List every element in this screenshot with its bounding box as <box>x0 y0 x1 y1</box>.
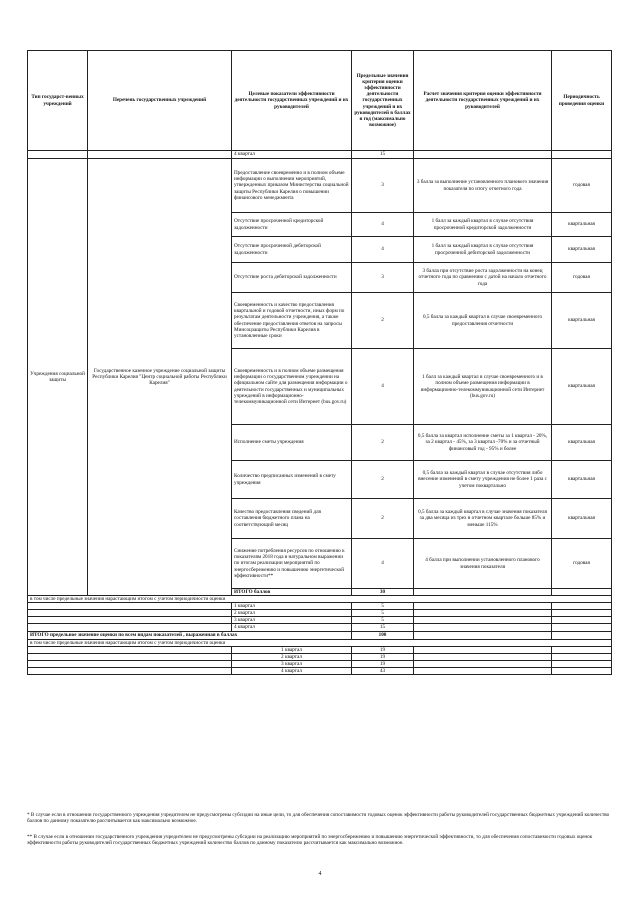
period-cell: квартальная <box>552 461 612 499</box>
period-cell: квартальная <box>552 425 612 461</box>
indicator-cell: Предоставление своевременно и в полном объеме информации о выполнении мероприятий, утвержденных приказом Министерства социальной защиты Республики Карелия о повышении финансового менеджмента <box>232 159 352 213</box>
grand-quarter-row <box>28 653 612 660</box>
period-cell: годовая <box>552 263 612 293</box>
quarter-value: 15 <box>352 624 414 631</box>
quarter-label: 2 квартал <box>232 610 352 617</box>
caption-row <box>28 596 612 603</box>
calculation-cell: 1 балл за каждый квартал в случае отсутствия просроченной дебиторской задолженности <box>414 237 552 263</box>
quarter-label: 4 квартал <box>232 151 352 159</box>
calculation-cell: 3 балла за выполнение установленного планового значения показателя по итогу отчетного года <box>414 159 552 213</box>
quarter-value: 5 <box>352 617 414 624</box>
indicator-cell: Снижение потребления ресурсов по отношению к показателям 2018 года в натуральном выражении по итогам реализации мероприятий по энергосбережению и повышению энергетической эффективности** <box>232 539 352 589</box>
indicator-cell: Отсутствие просроченной дебиторской задолженности <box>232 237 352 263</box>
points-cell: 4 <box>352 237 414 263</box>
calculation-cell: 0,5 балла за каждый квартал в случае своевременного предоставления отчетности <box>414 293 552 349</box>
caption-row <box>28 639 612 646</box>
period-cell: квартальная <box>552 499 612 539</box>
indicator-cell: Отсутствие роста дебиторской задолженности <box>232 263 352 293</box>
indicator-cell: Отсутствие просроченной кредиторской задолженности <box>232 213 352 237</box>
quarter-row <box>28 624 612 631</box>
period-cell: годовая <box>552 159 612 213</box>
header-indicators: Целевые показатели эффективности деятельности государственных учреждений и их руководителей <box>232 51 352 151</box>
points-cell: 4 <box>352 213 414 237</box>
indicator-cell: Качество предоставления сведений для составления бюджетного плана на соответствующий месяц <box>232 499 352 539</box>
points-cell: 4 <box>352 349 414 425</box>
quarter-label: 4 квартал <box>232 624 352 631</box>
header-institutions: Перечень государственных учреждений <box>88 51 232 151</box>
header-period: Периодичность проведения оценки <box>552 51 612 151</box>
grand-total-row <box>28 631 612 639</box>
quarter-value: 5 <box>352 603 414 610</box>
grand-quarter-row <box>28 646 612 653</box>
grand-quarter-label: 4 квартал <box>232 667 352 674</box>
indicator-cell: Своевременность и в полном объеме размещения информации о государственном учреждении на официальном сайте для размещения информации о деятельности государственных и муниципальных учреждений в информационно-телекоммуникационной сети Интернет (bus.gov.ru) <box>232 349 352 425</box>
points-cell: 2 <box>352 425 414 461</box>
points-cell: 2 <box>352 461 414 499</box>
indicator-cell: Исполнение сметы учреждения <box>232 425 352 461</box>
grand-quarter-row <box>28 660 612 667</box>
quarter-row <box>28 617 612 624</box>
calculation-cell: 0,5 балла за каждый квартал в случае значения показателя за два месяца из трех в отчетном квартале больше 85% и меньше 115% <box>414 499 552 539</box>
points-cell: 4 <box>352 539 414 589</box>
table-header-row <box>28 51 612 151</box>
quarter-row <box>28 610 612 617</box>
footnote-subsidies: * В случае если в отношении государственного учреждения учредителем не предусмотрены субсидии на иные цели, то для обеспечения сопоставимости годовых оценок эффективности работы руководителей государственных бюджетных учреждений количество баллов по данному показателю рассчитывается как максимально возможное. <box>27 812 610 825</box>
quarterly-caption: в том числе предельные значения нарастающим итогом с учетом периодичности оценки <box>28 596 612 603</box>
calculation-cell: 3 балла при отсутствие роста задолженности на конец отчетного года по сравнению с датой на начало отчетного года <box>414 263 552 293</box>
grand-caption: в том числе предельные значения нарастающим итогом с учетом периодичности оценки <box>28 639 612 646</box>
page-number: 4 <box>318 871 322 877</box>
quarter-value: 5 <box>352 610 414 617</box>
header-calculation: Расчет значения критерия оценки эффективности деятельности государственных учреждений и их руководителей <box>414 51 552 151</box>
points-cell: 3 <box>352 263 414 293</box>
calculation-cell: 1 балл за каждый квартал в случае своевременного и в полном объеме размещения информации в информационно-телекоммуникационной сети Интернет (bus.gov.ru) <box>414 349 552 425</box>
points-cell: 3 <box>352 159 414 213</box>
period-cell: квартальная <box>552 293 612 349</box>
period-cell: квартальная <box>552 213 612 237</box>
grand-total-label: ИТОГО предельное значение оценки по всем видам показателей , выраженная в баллах <box>28 631 352 639</box>
table-row <box>28 151 612 159</box>
institution-name-cell: Государственное казенное учреждение социальной защиты Республики Карелия "Центр социальной работы Республики Карелия" <box>88 159 232 596</box>
points-cell: 2 <box>352 499 414 539</box>
calculation-cell: 0,5 балла за каждый квартал в случае отсутствия либо внесение изменений в смету учреждения не более 1 раза с учетом поквартально <box>414 461 552 499</box>
quarter-label: 1 квартал <box>232 603 352 610</box>
indicator-cell: Количество предписанных изменений в смету учреждения <box>232 461 352 499</box>
quarter-row <box>28 603 612 610</box>
footnote-energy: ** В случае если в отношении государственного учреждения учредителем не предусмотрены субсидии на реализацию мероприятий по энергосбережению и повышению энергетической эффективности, то для обеспечения сопоставимости годовых оценок эффективности работы руководителей государственных бюджетных учреждений количество баллов по данному показателю рассчитывается как максимально возможное. <box>27 834 593 847</box>
calculation-cell: 0,5 балла за квартал исполнение сметы за 1 квартал - 20%, за 2 квартал - 45%, за 3 квартал -70% и за отчетный финансовый год - 95% и более <box>414 425 552 461</box>
grand-quarter-row <box>28 667 612 674</box>
header-max-value: Предельные значения критерия оценки эффективности деятельности государственных учреждений и их руководителей в баллах в год (максимально возможное) <box>352 51 414 151</box>
grand-quarter-label: 2 квартал <box>232 653 352 660</box>
grand-quarter-value: 19 <box>352 660 414 667</box>
grand-quarter-value: 19 <box>352 653 414 660</box>
header-type: Тип государст-венных учреждений <box>28 51 88 151</box>
calculation-cell: 1 балл за каждый квартал в случае отсутствия просроченной кредиторской задолженности <box>414 213 552 237</box>
calculation-cell: 4 балла при выполнении установленного планового значения показателя <box>414 539 552 589</box>
period-cell: квартальная <box>552 237 612 263</box>
total-label: ИТОГО баллов <box>232 589 352 596</box>
efficiency-criteria-table <box>27 50 612 675</box>
period-cell: квартальная <box>552 349 612 425</box>
points-cell: 2 <box>352 293 414 349</box>
institution-type-cell: Учреждения социальной защиты <box>28 159 88 596</box>
quarter-label: 3 квартал <box>232 617 352 624</box>
total-value: 30 <box>352 589 414 596</box>
grand-total-value: 100 <box>352 631 414 639</box>
grand-quarter-value: 19 <box>352 646 414 653</box>
grand-quarter-label: 3 квартал <box>232 660 352 667</box>
grand-quarter-value: 43 <box>352 667 414 674</box>
grand-quarter-label: 1 квартал <box>232 646 352 653</box>
table-row <box>28 159 612 213</box>
quarter-value: 15 <box>352 151 414 159</box>
period-cell: годовая <box>552 539 612 589</box>
indicator-cell: Своевременность и качество предоставления квартальной и годовой отчетности, иных форм по результатам деятельности учреждения, а также обеспечение предоставления ответов на запросы Минсоцзащиты Республики Карелия в установленные сроки <box>232 293 352 349</box>
